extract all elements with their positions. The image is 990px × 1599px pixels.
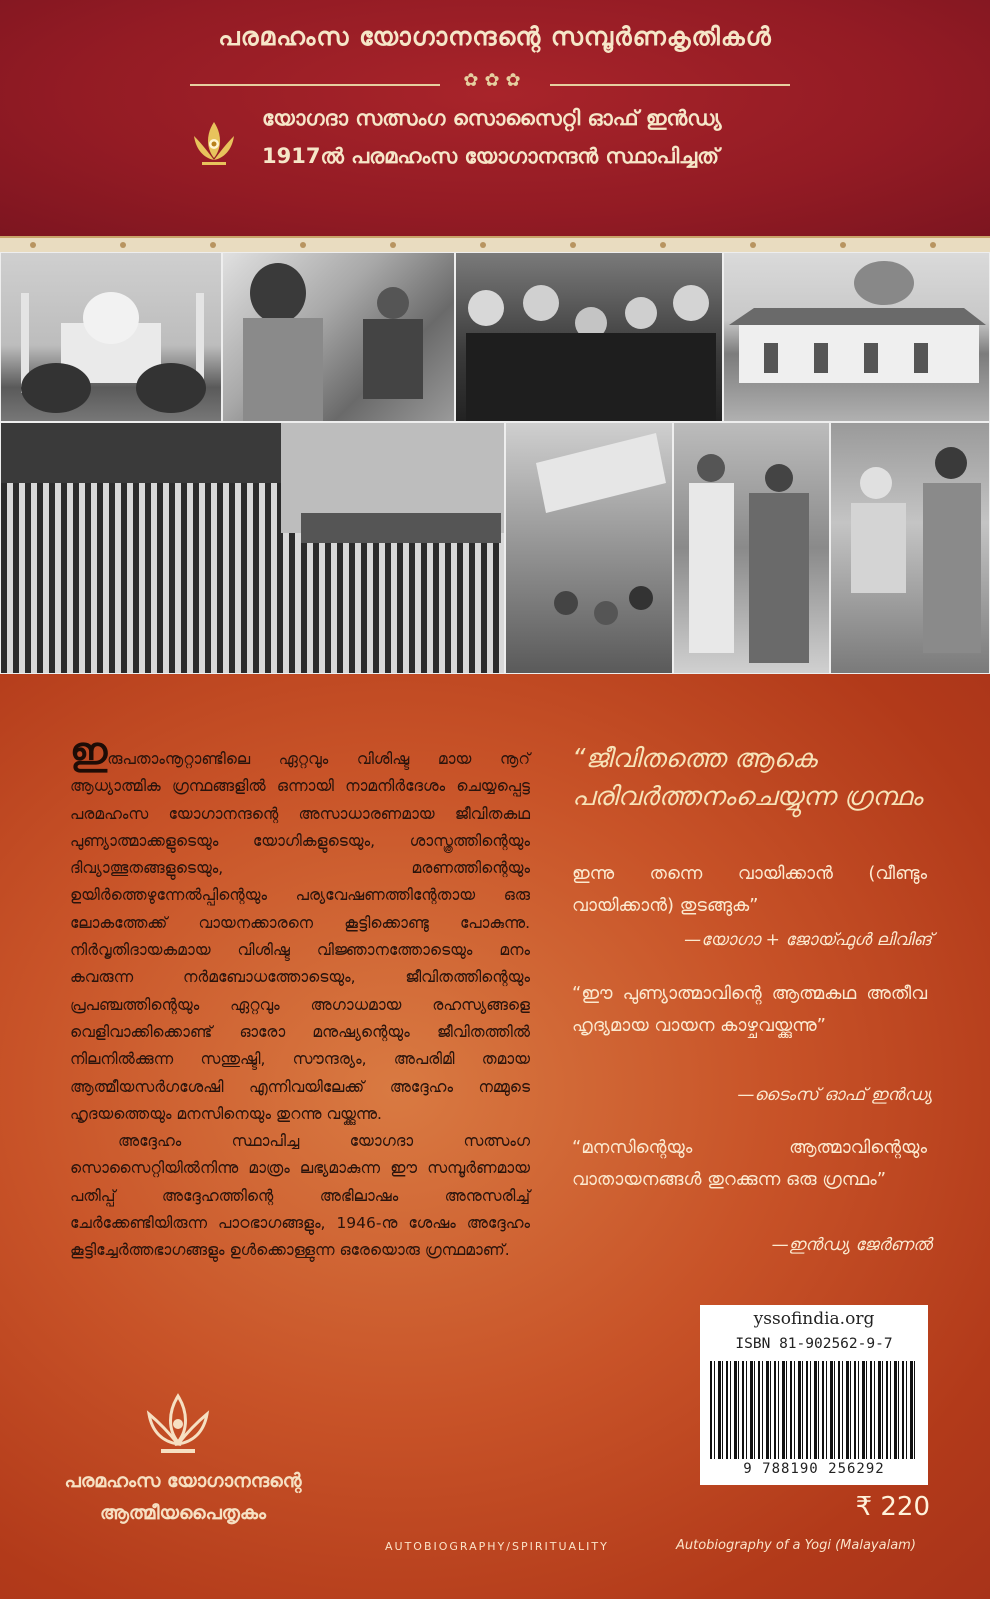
description-paragraph-2: അദ്ദേഹം സ്ഥാപിച്ച യോഗദാ സത്സംഗ സൊസൈറ്റിയിൽനിന്നു മാത്രം ലഭ്യമാകുന്ന ഈ സമ്പൂർണമായ പതിപ്പ് അദ്ദേഹത്തിന്റെ അഭിലാഷം അനുസരിച്ച് ചേർക്കേണ്ടിയിരുന്ന പാഠഭാഗങ്ങളും, 1946-നു ശേഷം അദ്ദേഹം കൂട്ടിച്ചേർത്തഭാഗങ്ങളും ഉൾക്കൊള്ളുന്ന ഒരേയൊരു ഗ്രന്ഥമാണ്. [70, 1132, 530, 1260]
lotus-icon [188, 118, 240, 170]
quote-2-text: “ഈ പുണ്യാത്മാവിന്റെ ആത്മകഥ അതീവ ഹൃദ്യമായ വായന കാഴ്ചവയ്ക്കുന്നു” [572, 983, 927, 1036]
header-band [0, 0, 990, 236]
headline-quote: “ജീവിതത്തെ ആകെ പരിവർത്തനംചെയ്യുന്ന ഗ്രന്ഥം [572, 744, 923, 812]
barcode-panel [700, 1305, 928, 1485]
publisher-founded: 1917ൽ പരമഹംസ യോഗാനന്ദൻ സ്ഥാപിച്ചത് [262, 144, 720, 168]
genre-label: AUTOBIOGRAPHY/SPIRITUALITY [385, 1540, 609, 1553]
legacy-line-1: പരമഹംസ യോഗാനന്ദന്റെ [64, 1470, 302, 1492]
drop-cap: ഇ [70, 729, 108, 773]
photo-with-guru [673, 422, 830, 674]
photo-welcome-procession [505, 422, 673, 674]
photo-taj-mahal [0, 252, 222, 422]
quote-1-text: ഇന്നു തന്നെ വായിക്കാൻ (വീണ്ടും വായിക്കാൻ) തുടങ്ങുക” [572, 863, 927, 916]
quote-3-text: “മനസിന്റെയും ആത്മാവിന്റെയും വാതായനങ്ങൾ തുറക്കുന്ന ഒരു ഗ്രന്ഥം” [572, 1137, 927, 1190]
photo-gandhi-visit [222, 252, 455, 422]
photo-congress-group [455, 252, 723, 422]
website-url: yssofindia.org [753, 1309, 875, 1329]
lotus-emblem-icon [143, 1392, 213, 1458]
quote-2-attribution: —ടൈംസ് ഓഫ് ഇൻഡ്യ [737, 1085, 932, 1105]
isbn-number: ISBN 81-902562-9-7 [735, 1336, 893, 1352]
publisher-name: യോഗദാ സത്സംഗ സൊസൈറ്റി ഓഫ് ഇൻഡ്യ [262, 106, 722, 130]
series-title: പരമഹംസ യോഗാനന്ദന്റെ സമ്പൂർണകൃതികൾ [218, 22, 772, 51]
book-description [70, 729, 530, 1265]
quote-1-attribution: —യോഗാ + ജോയ്ഫുൾ ലിവിങ് [684, 930, 932, 950]
legacy-line-2: ആത്മീയപൈതൃകം [100, 1502, 266, 1524]
photo-ashram-building [723, 252, 990, 422]
photo-lecture-hall [0, 422, 505, 674]
barcode-bars [710, 1361, 918, 1459]
divider-right [550, 84, 790, 86]
description-paragraph-1: രുപതാംനൂറ്റാണ്ടിലെ ഏറ്റവും വിശിഷ്ട മായ നൂറ് ആധ്യാത്മിക ഗ്രന്ഥങ്ങളിൽ ഒന്നായി നാമനിർദേശം ചെയ്യപ്പെട്ട പരമഹംസ യോഗാനന്ദന്റെ അസാധാരണമായ ജീവിതകഥ പുണ്യാത്മാക്കളുടെയും യോഗികളുടെയും, ശാസ്ത്രത്തിന്റെയും ദിവ്യാത്ഭുതങ്ങളുടെയും, മരണത്തിന്റെയും ഉയിർത്തെഴുന്നേൽപ്പിന്റെയും പര്യവേഷണത്തിന്റേതായ ഒരു ലോകത്തേക്ക് വായനക്കാരനെ കൂട്ടിക്കൊണ്ടു പോകുന്നു. നിർവൃതിദായകമായ വിശിഷ്ട വിജ്ഞാനത്തോടെയും മനം കവരുന്ന നർമബോധത്തോടെയും, ജീവിതത്തിന്റെയും പ്രപഞ്ചത്തിന്റെയും ഏറ്റവും അഗാധമായ രഹസ്യങ്ങളെ വെളിവാക്കിക്കൊണ്ട് ഓരോ മനുഷ്യന്റെയും ജീവിതത്തിൽ നിലനിൽക്കുന്ന സന്തുഷ്ടി, സൗന്ദര്യം, അപരിമി തമായ ആത്മീയസർഗശേഷി എന്നിവയിലേക്ക് അദ്ദേഹം നമ്മുടെ ഹൃദയത്തെയും മനസിനെയും തുറന്നു വയ്ക്കുന്നു. [70, 750, 530, 1123]
lotus-ornament-icon: ✿✿✿ [463, 70, 527, 91]
quote-3-attribution: —ഇൻഡ്യ ജേർണൽ [771, 1235, 932, 1255]
price-label: ₹ 220 [855, 1492, 930, 1522]
book-title: Autobiography of a Yogi (Malayalam) [676, 1538, 916, 1553]
photo-sri-yukteswar [830, 422, 990, 674]
barcode-digits: 9 788190 256292 [743, 1461, 885, 1477]
photo-collage [0, 252, 990, 674]
divider-left [190, 84, 440, 86]
